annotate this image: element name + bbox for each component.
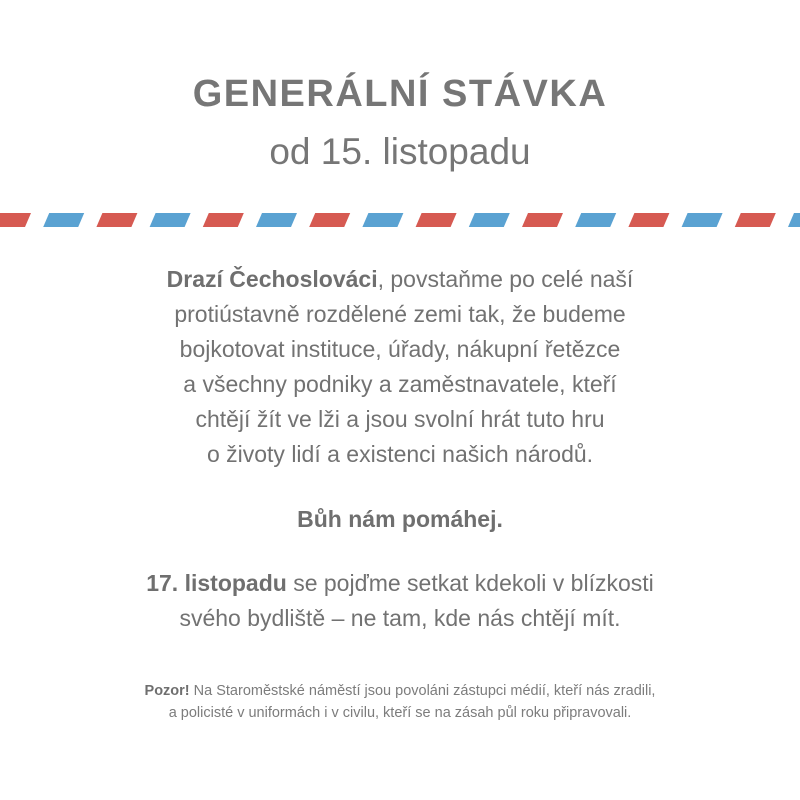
stripe-dash-blue [362, 213, 403, 227]
appeal-line-4: a všechny podniky a zaměstnavatele, kteří [183, 371, 617, 397]
stripe-dash-blue [469, 213, 510, 227]
appeal-line-1-text: , povstaňme po celé naší [377, 266, 634, 292]
meeting-line-1-text: se pojďme setkat kdekoli v blízkosti [286, 570, 654, 596]
appeal-greeting: Drazí Čechoslováci [166, 266, 378, 292]
stripe-dash-red [0, 213, 31, 227]
appeal-line-2: protiústavně rozdělené zemi tak, že budeme [174, 301, 626, 327]
appeal-line-1 [0, 262, 800, 297]
stripe-dash-blue [575, 213, 616, 227]
notice-line-1-text: Na Staroměstské náměstí jsou povoláni zástupci médií, kteří nás zradili, [189, 683, 656, 699]
notice-warning-label: Pozor! [144, 683, 190, 699]
stripe-dash-red [522, 213, 563, 227]
meeting-paragraph [0, 566, 800, 636]
appeal-paragraph [0, 262, 800, 472]
appeal-line-6: o životy lidí a existenci našich národů. [206, 441, 594, 467]
airmail-stripe-divider [0, 213, 800, 227]
stripe-dash-red [203, 213, 244, 227]
stripe-dash-blue [682, 213, 723, 227]
warning-notice [0, 680, 800, 724]
stripe-dash-red [96, 213, 137, 227]
stripe-dash-red [735, 213, 776, 227]
poster-title: GENERÁLNÍ STÁVKA [192, 73, 608, 115]
stripe-dash-red [628, 213, 669, 227]
stripe-dash-blue [788, 213, 800, 227]
notice-line-2: a policisté v uniformách i v civilu, kteří se na zásah půl roku připravovali. [168, 705, 632, 721]
meeting-line-2: svého bydliště – ne tam, kde nás chtějí mít. [179, 605, 621, 631]
stripe-dash-red [416, 213, 457, 227]
stripe-dash-blue [150, 213, 191, 227]
appeal-line-5: chtějí žít ve lži a jsou svolní hrát tuto hru [195, 406, 605, 432]
poster-subtitle: od 15. listopadu [269, 131, 531, 172]
stripe-dash-blue [256, 213, 297, 227]
appeal-line-3: bojkotovat instituce, úřady, nákupní řetězce [179, 336, 621, 362]
stripe-dash-blue [43, 213, 84, 227]
meeting-line-1 [0, 566, 800, 601]
stripe-dash-red [309, 213, 350, 227]
meeting-date: 17. listopadu [146, 570, 287, 596]
prayer-line: Bůh nám pomáhej. [297, 506, 503, 532]
notice-line-1 [0, 680, 800, 702]
